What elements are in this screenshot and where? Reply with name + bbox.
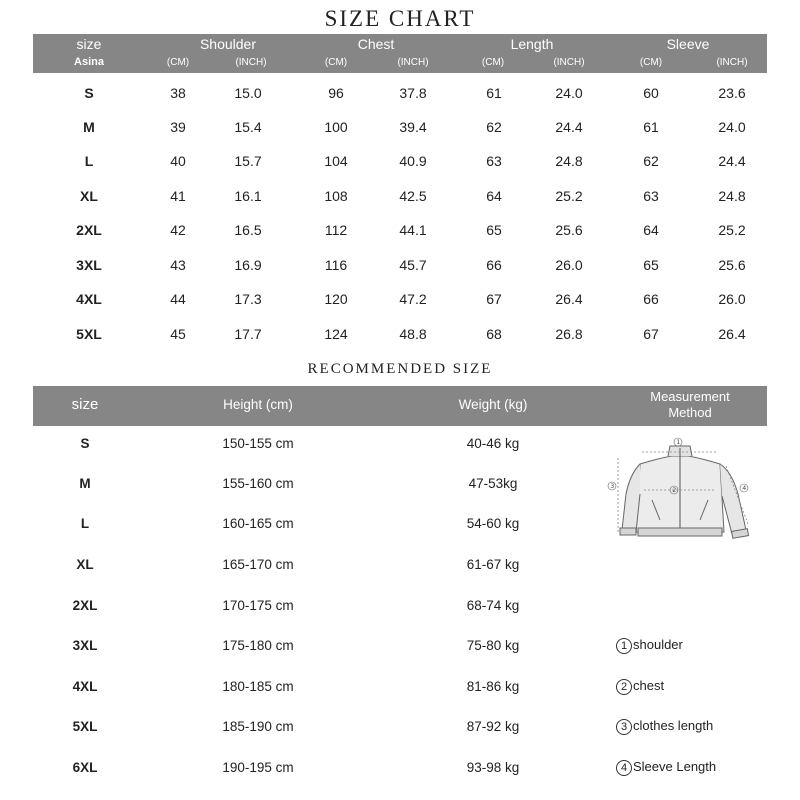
size-cell: 42 bbox=[170, 222, 186, 238]
asina-column-header: Asina bbox=[74, 56, 104, 68]
rec-height-cell: 180-185 cm bbox=[222, 679, 294, 694]
rec-weight-cell: 87-92 kg bbox=[466, 719, 520, 734]
size-cell: 26.4 bbox=[718, 326, 746, 342]
rec-height-cell: 155-160 cm bbox=[222, 476, 294, 491]
size-cell: 25.2 bbox=[555, 188, 583, 204]
size-row bbox=[33, 255, 767, 275]
size-cell: 63 bbox=[486, 153, 502, 169]
rec-weight-cell: 75-80 kg bbox=[466, 638, 520, 653]
rec-weight-cell: 93-98 kg bbox=[466, 760, 520, 775]
rec-size-label: 2XL bbox=[72, 598, 98, 613]
size-label: S bbox=[84, 85, 94, 101]
size-cell: 39 bbox=[170, 119, 186, 135]
size-cell: 62 bbox=[643, 153, 659, 169]
size-label: 5XL bbox=[76, 326, 102, 342]
legend-number: 1 bbox=[616, 638, 632, 654]
size-cell: 44 bbox=[170, 291, 186, 307]
rec-size-label: L bbox=[80, 516, 90, 531]
sleeve-header: Sleeve bbox=[666, 36, 710, 52]
rec-size-label: 5XL bbox=[72, 719, 98, 734]
size-cell: 65 bbox=[643, 257, 659, 273]
size-cell: 17.3 bbox=[234, 291, 262, 307]
legend-number: 2 bbox=[616, 679, 632, 695]
rec-weight-cell: 61-67 kg bbox=[466, 557, 520, 572]
size-cell: 66 bbox=[486, 257, 502, 273]
size-cell: 24.4 bbox=[718, 153, 746, 169]
size-cell: 15.0 bbox=[234, 85, 262, 101]
chest-inch-header: (INCH) bbox=[397, 57, 429, 68]
diagram-label-4: 4 bbox=[742, 485, 747, 492]
size-cell: 66 bbox=[643, 291, 659, 307]
size-cell: 67 bbox=[486, 291, 502, 307]
rec-method-header-line1: Measurement bbox=[650, 389, 730, 404]
rec-weight-header: Weight (kg) bbox=[458, 397, 528, 412]
size-cell: 61 bbox=[643, 119, 659, 135]
size-cell: 38 bbox=[170, 85, 186, 101]
size-row bbox=[33, 186, 767, 206]
rec-height-cell: 175-180 cm bbox=[222, 638, 294, 653]
legend-text: chest bbox=[633, 678, 665, 693]
shoulder-inch-header: (INCH) bbox=[235, 57, 267, 68]
size-row bbox=[33, 151, 767, 171]
size-cell: 24.8 bbox=[718, 188, 746, 204]
recommended-row bbox=[33, 596, 767, 616]
rec-height-cell: 170-175 cm bbox=[222, 598, 294, 613]
size-cell: 44.1 bbox=[399, 222, 427, 238]
size-label: 4XL bbox=[76, 291, 102, 307]
recommended-size-title: RECOMMENDED SIZE bbox=[307, 361, 493, 377]
diagram-label-2: 2 bbox=[672, 487, 677, 494]
legend-item bbox=[616, 637, 683, 654]
size-cell: 67 bbox=[643, 326, 659, 342]
size-chart-header bbox=[33, 34, 767, 73]
size-row bbox=[33, 289, 767, 309]
size-chart-title: SIZE CHART bbox=[324, 6, 476, 31]
rec-height-cell: 150-155 cm bbox=[222, 436, 294, 451]
size-cell: 16.9 bbox=[234, 257, 262, 273]
diagram-label-3: 3 bbox=[610, 483, 615, 490]
size-row bbox=[33, 83, 767, 103]
shoulder-cm-header: (CM) bbox=[166, 57, 190, 68]
rec-weight-cell: 47-53kg bbox=[468, 476, 518, 491]
legend-number: 3 bbox=[616, 719, 632, 735]
size-cell: 104 bbox=[324, 153, 348, 169]
size-cell: 24.8 bbox=[555, 153, 583, 169]
size-cell: 47.2 bbox=[399, 291, 427, 307]
size-cell: 16.5 bbox=[234, 222, 262, 238]
recommended-header bbox=[33, 386, 767, 426]
size-cell: 17.7 bbox=[234, 326, 262, 342]
size-cell: 68 bbox=[486, 326, 502, 342]
size-cell: 43 bbox=[170, 257, 186, 273]
size-cell: 42.5 bbox=[399, 188, 427, 204]
size-cell: 15.7 bbox=[234, 153, 262, 169]
legend-number: 4 bbox=[616, 760, 632, 776]
shoulder-header: Shoulder bbox=[199, 36, 257, 52]
rec-height-cell: 165-170 cm bbox=[222, 557, 294, 572]
size-cell: 62 bbox=[486, 119, 502, 135]
size-label: 3XL bbox=[76, 257, 102, 273]
size-cell: 26.4 bbox=[555, 291, 583, 307]
size-cell: 24.0 bbox=[718, 119, 746, 135]
chest-cm-header: (CM) bbox=[324, 57, 348, 68]
rec-weight-cell: 81-86 kg bbox=[466, 679, 520, 694]
size-cell: 26.0 bbox=[555, 257, 583, 273]
rec-size-label: 3XL bbox=[72, 638, 98, 653]
size-cell: 108 bbox=[324, 188, 348, 204]
rec-height-header: Height (cm) bbox=[223, 397, 293, 412]
rec-height-cell: 190-195 cm bbox=[222, 760, 294, 775]
size-cell: 25.6 bbox=[718, 257, 746, 273]
jacket-measurement-diagram bbox=[600, 434, 760, 544]
length-header: Length bbox=[510, 36, 554, 52]
legend-item bbox=[616, 678, 664, 695]
size-cell: 64 bbox=[643, 222, 659, 238]
size-cell: 63 bbox=[643, 188, 659, 204]
size-cell: 41 bbox=[170, 188, 186, 204]
rec-size-label: 6XL bbox=[72, 760, 98, 775]
legend-text: shoulder bbox=[633, 637, 683, 652]
size-cell: 37.8 bbox=[399, 85, 427, 101]
sleeve-inch-header: (INCH) bbox=[716, 57, 748, 68]
size-cell: 16.1 bbox=[234, 188, 262, 204]
size-row bbox=[33, 117, 767, 137]
size-row bbox=[33, 324, 767, 344]
legend-item bbox=[616, 718, 713, 735]
size-cell: 39.4 bbox=[399, 119, 427, 135]
sleeve-cm-header: (CM) bbox=[639, 57, 663, 68]
size-cell: 100 bbox=[324, 119, 348, 135]
size-cell: 124 bbox=[324, 326, 348, 342]
size-label: L bbox=[84, 153, 94, 169]
size-cell: 96 bbox=[328, 85, 344, 101]
rec-size-label: 4XL bbox=[72, 679, 98, 694]
legend-item bbox=[616, 759, 716, 776]
rec-height-cell: 160-165 cm bbox=[222, 516, 294, 531]
size-cell: 26.0 bbox=[718, 291, 746, 307]
rec-size-label: S bbox=[80, 436, 90, 451]
size-cell: 24.0 bbox=[555, 85, 583, 101]
size-cell: 112 bbox=[324, 222, 348, 238]
rec-height-cell: 185-190 cm bbox=[222, 719, 294, 734]
size-cell: 15.4 bbox=[234, 119, 262, 135]
size-cell: 25.2 bbox=[718, 222, 746, 238]
legend-text: clothes length bbox=[633, 718, 714, 733]
size-cell: 116 bbox=[324, 257, 348, 273]
size-cell: 26.8 bbox=[555, 326, 583, 342]
size-cell: 120 bbox=[324, 291, 348, 307]
size-label: M bbox=[83, 119, 95, 135]
size-cell: 65 bbox=[486, 222, 502, 238]
length-cm-header: (CM) bbox=[481, 57, 505, 68]
size-cell: 60 bbox=[643, 85, 659, 101]
length-inch-header: (INCH) bbox=[553, 57, 585, 68]
size-cell: 45.7 bbox=[399, 257, 427, 273]
legend-text: Sleeve Length bbox=[633, 759, 717, 774]
rec-method-header-line2: Method bbox=[668, 405, 712, 420]
size-label: 2XL bbox=[76, 222, 102, 238]
size-row bbox=[33, 220, 767, 240]
recommended-row bbox=[33, 555, 767, 575]
size-column-header: size bbox=[76, 36, 102, 52]
size-label: XL bbox=[80, 188, 98, 204]
rec-size-header: size bbox=[71, 396, 99, 413]
size-cell: 40 bbox=[170, 153, 186, 169]
size-cell: 48.8 bbox=[399, 326, 427, 342]
chest-header: Chest bbox=[357, 36, 395, 52]
size-cell: 40.9 bbox=[399, 153, 427, 169]
rec-size-label: M bbox=[79, 476, 91, 491]
diagram-label-1: 1 bbox=[676, 439, 681, 446]
rec-weight-cell: 68-74 kg bbox=[466, 598, 520, 613]
size-cell: 64 bbox=[486, 188, 502, 204]
size-cell: 61 bbox=[486, 85, 502, 101]
size-cell: 23.6 bbox=[718, 85, 746, 101]
rec-weight-cell: 40-46 kg bbox=[466, 436, 520, 451]
size-cell: 45 bbox=[170, 326, 186, 342]
rec-weight-cell: 54-60 kg bbox=[466, 516, 520, 531]
size-cell: 24.4 bbox=[555, 119, 583, 135]
size-cell: 25.6 bbox=[555, 222, 583, 238]
rec-size-label: XL bbox=[76, 557, 94, 572]
